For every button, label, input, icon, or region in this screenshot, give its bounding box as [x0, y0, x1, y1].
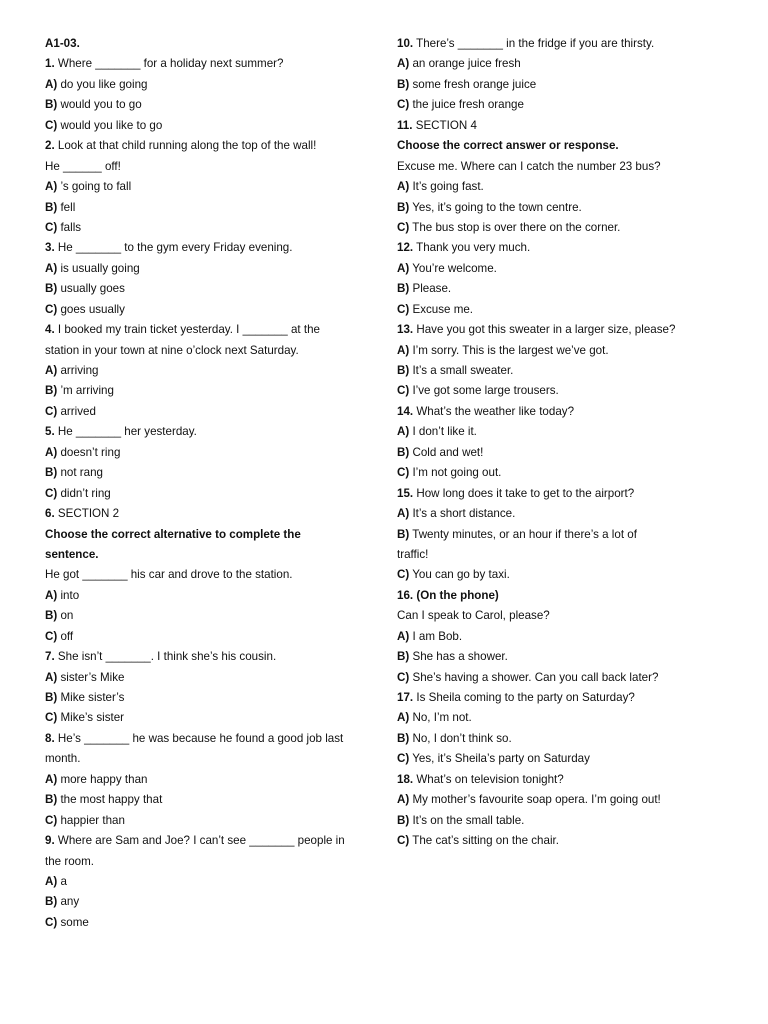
line-label: C) — [45, 629, 58, 643]
line-text: Where are Sam and Joe? I can’t see _______ people in — [54, 834, 345, 848]
text-line — [45, 852, 375, 872]
line-text: No, I’m not. — [409, 711, 472, 725]
line-text: Excuse me. Where can I catch the number 23 bus? — [397, 159, 661, 173]
line-text: She’s having a shower. Can you call back later? — [409, 670, 659, 684]
text-line — [397, 463, 727, 483]
line-label: 15. — [397, 486, 414, 500]
line-label: C) — [397, 568, 410, 582]
line-text: My mother’s favourite soap opera. I’m going out! — [409, 793, 661, 807]
line-text: Yes, it’s Sheila’s party on Saturday — [409, 752, 590, 766]
line-text: some — [57, 915, 89, 929]
line-text: on — [57, 609, 74, 623]
text-line — [45, 688, 375, 708]
text-line — [397, 54, 727, 74]
line-label: A) — [45, 588, 58, 602]
line-text: He got _______ his car and drove to the station. — [45, 568, 293, 582]
line-text: I don’t like it. — [409, 425, 477, 439]
line-label: 10. — [397, 37, 414, 50]
text-line — [397, 484, 727, 504]
line-label: B) — [45, 200, 58, 214]
text-line — [45, 647, 375, 667]
text-line — [397, 300, 727, 320]
line-label: C) — [397, 220, 410, 234]
text-line — [45, 627, 375, 647]
text-line — [45, 95, 375, 115]
text-line — [45, 116, 375, 136]
text-line — [397, 749, 727, 769]
text-line — [397, 136, 727, 156]
line-text: How long does it take to get to the airport? — [413, 486, 635, 500]
line-text: She isn’t _______. I think she’s his cousin. — [54, 650, 277, 664]
line-text: not rang — [57, 466, 103, 480]
line-text: The bus stop is over there on the corner. — [409, 220, 621, 234]
text-line — [397, 341, 727, 361]
line-text: usually goes — [57, 282, 125, 296]
text-line — [45, 443, 375, 463]
text-line — [45, 34, 375, 54]
line-label: 7. — [45, 650, 55, 664]
line-text: would you like to go — [57, 118, 163, 132]
line-label: B) — [397, 527, 410, 541]
text-line — [397, 157, 727, 177]
text-line — [397, 811, 727, 831]
text-line — [397, 627, 727, 647]
text-line — [45, 729, 375, 749]
line-text: do you like going — [57, 77, 148, 91]
line-label: C) — [45, 813, 58, 827]
text-line — [397, 668, 727, 688]
text-line — [397, 361, 727, 381]
line-label: A) — [397, 343, 410, 357]
line-label: B) — [45, 609, 58, 623]
line-text: some fresh orange juice — [409, 77, 537, 91]
line-label: C) — [45, 486, 58, 500]
text-line — [45, 872, 375, 892]
line-text: It’s a small sweater. — [409, 364, 514, 377]
line-text: the most happy that — [57, 793, 163, 807]
line-text: You’re welcome. — [409, 261, 497, 275]
text-line — [397, 770, 727, 790]
text-line — [397, 218, 727, 238]
line-text: ’m arriving — [57, 384, 114, 398]
line-label: B) — [45, 466, 58, 480]
line-text: SECTION 2 — [54, 507, 120, 521]
text-line — [45, 525, 375, 545]
text-line — [397, 565, 727, 585]
line-text: month. — [45, 752, 81, 766]
line-label: B) — [397, 77, 410, 91]
line-label: A) — [397, 57, 410, 71]
line-text: ’s going to fall — [57, 180, 132, 194]
line-label: C) — [397, 384, 410, 398]
line-text: SECTION 4 — [412, 118, 477, 132]
line-label: A) — [397, 425, 410, 439]
text-line — [397, 831, 727, 851]
text-line — [397, 647, 727, 667]
line-label: 2. — [45, 139, 55, 153]
text-line — [45, 361, 375, 381]
line-label: B) — [45, 98, 58, 112]
line-text: would you to go — [57, 98, 142, 112]
line-text: Thank you very much. — [413, 241, 531, 255]
line-text: It’s a short distance. — [409, 507, 516, 521]
line-label: 13. — [397, 323, 414, 337]
line-text: a — [57, 874, 67, 888]
line-label: A) — [397, 711, 410, 725]
left-column — [45, 34, 375, 933]
line-text: He’s _______ he was because he found a good job last — [54, 731, 344, 745]
line-text: It’s going fast. — [409, 180, 484, 194]
line-text: It’s on the small table. — [409, 813, 525, 827]
line-text: arrived — [57, 404, 96, 418]
text-line — [45, 136, 375, 156]
line-text: fell — [57, 200, 76, 214]
line-text: I’m sorry. This is the largest we’ve got. — [409, 343, 609, 357]
line-label: C) — [45, 302, 58, 316]
text-line — [45, 545, 375, 565]
text-line — [397, 75, 727, 95]
line-text: I am Bob. — [409, 629, 463, 643]
text-line — [397, 238, 727, 258]
line-text: He _______ to the gym every Friday evening. — [54, 241, 293, 255]
line-text: What’s the weather like today? — [413, 404, 575, 418]
text-line — [45, 198, 375, 218]
text-line — [45, 320, 375, 340]
line-text: any — [57, 895, 80, 909]
text-line — [397, 381, 727, 401]
line-label: 12. — [397, 241, 414, 255]
line-label: Choose the correct alternative to complete the — [45, 527, 301, 541]
line-text: station in your town at nine o’clock next Saturday. — [45, 343, 299, 357]
line-text: What’s on television tonight? — [413, 772, 564, 786]
text-line — [45, 157, 375, 177]
text-line — [397, 402, 727, 422]
line-label: C) — [397, 466, 410, 480]
text-line — [397, 95, 727, 115]
text-line — [45, 770, 375, 790]
line-text: She has a shower. — [409, 650, 508, 664]
line-text: the juice fresh orange — [409, 98, 524, 112]
line-text: Look at that child running along the top of the wall! — [54, 139, 317, 153]
line-label: B) — [45, 895, 58, 909]
text-line — [45, 565, 375, 585]
line-label: A) — [45, 180, 58, 194]
line-text: Excuse me. — [409, 302, 474, 316]
line-label: 16. (On the phone) — [397, 588, 499, 602]
line-label: sentence. — [45, 547, 99, 561]
line-text: Have you got this sweater in a larger size, please? — [413, 323, 676, 337]
text-line — [397, 279, 727, 299]
text-line — [45, 708, 375, 728]
line-label: A) — [45, 670, 58, 684]
line-label: A) — [45, 261, 58, 275]
text-line — [397, 116, 727, 136]
line-text: into — [57, 588, 80, 602]
line-text: happier than — [57, 813, 125, 827]
text-line — [45, 279, 375, 299]
line-text: He _______ her yesterday. — [54, 425, 197, 439]
line-text: more happy than — [57, 772, 148, 786]
text-line — [397, 729, 727, 749]
text-line — [45, 484, 375, 504]
line-label: A) — [397, 629, 410, 643]
line-label: 5. — [45, 425, 55, 439]
line-label: 6. — [45, 507, 55, 521]
line-label: 17. — [397, 691, 414, 704]
line-text: I booked my train ticket yesterday. I _______ at the — [54, 323, 320, 337]
text-line — [45, 259, 375, 279]
text-line — [45, 54, 375, 74]
line-label: B) — [397, 200, 410, 214]
line-label: B) — [45, 384, 58, 398]
text-line — [45, 790, 375, 810]
line-text: I’ve got some large trousers. — [409, 384, 559, 398]
line-label: A) — [45, 772, 58, 786]
text-line — [45, 381, 375, 401]
line-label: A) — [45, 364, 58, 377]
line-label: B) — [45, 282, 58, 296]
line-text: Is Sheila coming to the party on Saturday? — [413, 691, 635, 704]
line-text: Twenty minutes, or an hour if there’s a lot of — [409, 527, 637, 541]
text-line — [45, 831, 375, 851]
line-text: Please. — [409, 282, 452, 296]
line-label: B) — [397, 650, 410, 664]
line-label: 3. — [45, 241, 55, 255]
text-line — [397, 545, 727, 565]
line-label: C) — [397, 98, 410, 112]
line-text: sister’s Mike — [57, 670, 125, 684]
line-text: Mike’s sister — [57, 711, 125, 725]
line-label: B) — [45, 691, 58, 704]
text-line — [397, 259, 727, 279]
text-line — [45, 504, 375, 524]
line-label: C) — [397, 752, 410, 766]
line-label: 14. — [397, 404, 414, 418]
line-text: an orange juice fresh — [409, 57, 521, 71]
text-line — [45, 811, 375, 831]
line-text: Mike sister’s — [57, 691, 125, 704]
line-text: Cold and wet! — [409, 445, 484, 459]
text-line — [45, 422, 375, 442]
text-line — [397, 34, 727, 54]
text-line — [397, 198, 727, 218]
line-text: Where _______ for a holiday next summer? — [54, 57, 284, 71]
text-line — [397, 708, 727, 728]
text-line — [397, 606, 727, 626]
line-label: C) — [45, 915, 58, 929]
line-label: C) — [45, 711, 58, 725]
line-text: The cat’s sitting on the chair. — [409, 834, 559, 848]
text-line — [45, 749, 375, 769]
text-line — [397, 790, 727, 810]
text-line — [45, 606, 375, 626]
line-text: arriving — [57, 364, 99, 377]
text-line — [397, 320, 727, 340]
line-label: A1-03. — [45, 37, 80, 50]
line-label: C) — [45, 220, 58, 234]
text-line — [45, 463, 375, 483]
text-line — [397, 422, 727, 442]
line-label: 18. — [397, 772, 414, 786]
line-label: B) — [397, 731, 410, 745]
text-line — [45, 218, 375, 238]
line-text: goes usually — [57, 302, 125, 316]
line-label: B) — [397, 364, 410, 377]
line-label: B) — [45, 793, 58, 807]
line-text: off — [57, 629, 74, 643]
line-label: B) — [397, 282, 410, 296]
line-label: C) — [397, 302, 410, 316]
text-line — [45, 177, 375, 197]
line-text: didn’t ring — [57, 486, 111, 500]
line-text: You can go by taxi. — [409, 568, 510, 582]
line-label: 11. — [397, 118, 413, 132]
line-label: 8. — [45, 731, 55, 745]
line-text: traffic! — [397, 547, 429, 561]
text-line — [397, 443, 727, 463]
text-line — [45, 668, 375, 688]
line-label: A) — [45, 874, 58, 888]
text-line — [397, 177, 727, 197]
text-line — [397, 525, 727, 545]
line-label: C) — [45, 404, 58, 418]
text-line — [45, 300, 375, 320]
line-label: A) — [45, 77, 58, 91]
line-label: 1. — [45, 57, 55, 71]
line-text: is usually going — [57, 261, 140, 275]
line-text: the room. — [45, 854, 94, 868]
text-line — [45, 75, 375, 95]
line-label: B) — [397, 445, 410, 459]
line-label: C) — [45, 118, 58, 132]
line-text: No, I don’t think so. — [409, 731, 512, 745]
line-text: There’s _______ in the fridge if you are thirsty. — [413, 37, 655, 50]
text-line — [397, 586, 727, 606]
line-label: B) — [397, 813, 410, 827]
line-text: I’m not going out. — [409, 466, 502, 480]
text-line — [397, 504, 727, 524]
line-text: doesn’t ring — [57, 445, 121, 459]
text-line — [45, 238, 375, 258]
text-line — [45, 913, 375, 933]
text-line — [45, 341, 375, 361]
line-text: He ______ off! — [45, 159, 121, 173]
text-line — [45, 892, 375, 912]
line-text: Can I speak to Carol, please? — [397, 609, 550, 623]
line-label: 9. — [45, 834, 55, 848]
line-label: C) — [397, 834, 410, 848]
line-label: A) — [397, 180, 410, 194]
line-label: A) — [397, 507, 410, 521]
line-text: falls — [57, 220, 82, 234]
text-line — [397, 688, 727, 708]
line-label: 4. — [45, 323, 55, 337]
line-label: Choose the correct answer or response. — [397, 139, 619, 153]
text-line — [45, 586, 375, 606]
line-label: A) — [397, 793, 410, 807]
text-line — [45, 402, 375, 422]
line-label: A) — [397, 261, 410, 275]
line-text: Yes, it’s going to the town centre. — [409, 200, 582, 214]
line-label: C) — [397, 670, 410, 684]
right-column — [397, 34, 727, 852]
line-label: A) — [45, 445, 58, 459]
